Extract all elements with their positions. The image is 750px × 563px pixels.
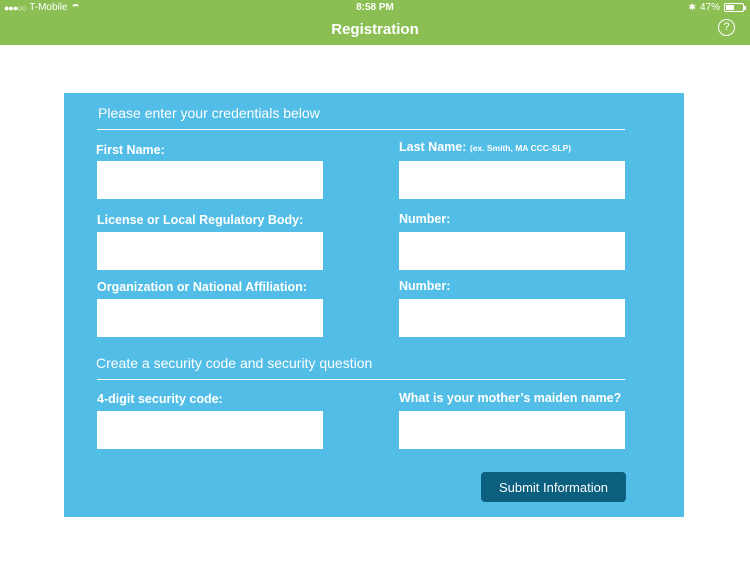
registration-form-panel: [64, 93, 684, 517]
credentials-heading: Please enter your credentials below: [98, 105, 320, 121]
organization-number-label: Number:: [399, 279, 451, 293]
battery-level-fill: [726, 5, 734, 10]
submit-information-button[interactable]: Submit Information: [481, 472, 626, 502]
status-bar: [0, 0, 750, 16]
help-icon[interactable]: ?: [718, 19, 735, 36]
security-question-label: What is your mother’s maiden name?: [399, 391, 622, 405]
organization-field[interactable]: [97, 299, 323, 337]
security-divider: [97, 379, 625, 380]
credentials-divider: [97, 129, 625, 130]
status-time: 8:58 PM: [356, 2, 394, 13]
security-heading: Create a security code and security question: [96, 355, 373, 371]
signal-strength-icon: ●●●○○: [4, 2, 27, 13]
security-code-label: 4-digit security code:: [97, 392, 223, 406]
last-name-hint: (ex. Smith, MA CCC-SLP): [469, 143, 572, 153]
carrier-name: T-Mobile: [29, 2, 68, 13]
license-field[interactable]: [97, 232, 323, 270]
license-number-label: Number:: [399, 212, 451, 226]
first-name-field[interactable]: [97, 161, 323, 199]
battery-percent: 47%: [699, 2, 720, 13]
security-code-field[interactable]: [97, 411, 323, 449]
license-number-field[interactable]: [399, 232, 625, 270]
license-label: License or Local Regulatory Body:: [97, 213, 304, 227]
bluetooth-icon: ✱: [688, 2, 696, 12]
navigation-bar: [0, 0, 750, 45]
last-name-label-group: [399, 140, 571, 154]
organization-number-field[interactable]: [399, 299, 625, 337]
last-name-field[interactable]: [399, 161, 625, 199]
organization-label: Organization or National Affiliation:: [97, 280, 307, 294]
security-answer-field[interactable]: [399, 411, 625, 449]
last-name-label: Last Name:: [399, 140, 467, 154]
battery-icon: [724, 3, 744, 12]
status-right-group: [688, 2, 744, 13]
page-title: Registration: [331, 21, 419, 38]
first-name-label: First Name:: [96, 143, 165, 157]
